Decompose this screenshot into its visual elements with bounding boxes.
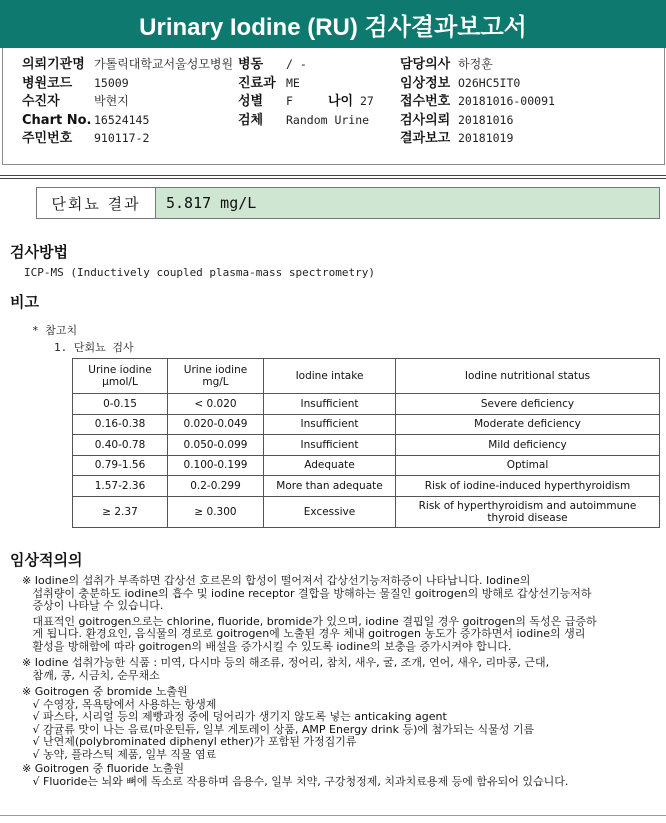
table-row <box>73 414 660 435</box>
field-value: O26HC5IT0 <box>458 75 521 90</box>
field-label: 병동 <box>238 57 264 72</box>
clinical-line: ※ Goitrogen 중 fluoride 노출원 <box>22 762 185 775</box>
table-row <box>73 394 660 415</box>
table-cell: Adequate <box>264 455 396 476</box>
field-value: 박현지 <box>94 94 129 108</box>
field-value: 15009 <box>94 75 129 90</box>
table-cell: Moderate deficiency <box>396 414 660 435</box>
bottom-divider <box>0 815 666 816</box>
table-cell: 0.16-0.38 <box>73 414 168 435</box>
field-value: / - <box>286 57 307 71</box>
clinical-line: √ 난연제(polybrominated diphenyl ether)가 포함된 가정집기류 <box>22 735 357 748</box>
table-cell: Excessive <box>264 496 396 527</box>
field-value: 20181019 <box>458 131 514 145</box>
field-label: 의뢰기관명 <box>22 57 85 72</box>
table-cell: Insufficient <box>264 394 396 415</box>
field-value: 하정훈 <box>458 57 493 71</box>
table-cell: Risk of hyperthyroidism and autoimmune thyroid disease <box>396 496 660 527</box>
table-row <box>73 455 660 476</box>
clinical-line: √ 파스타, 시리얼 등의 제빵과정 중에 덩어리가 생기지 않도록 넣는 anticaking agent <box>22 710 447 723</box>
table-cell: Insufficient <box>264 435 396 456</box>
table-cell: 0.100-0.199 <box>168 455 264 476</box>
field-label: 성별 <box>238 94 264 109</box>
field-label: Chart No. <box>22 112 92 128</box>
table-cell: ≥ 2.37 <box>73 496 168 527</box>
clinical-line: 참깨, 콩, 시금치, 순무채소 <box>22 668 160 682</box>
field-label: 검사의뢰 <box>400 112 451 128</box>
table-header-cell: Iodine nutritional status <box>396 359 660 394</box>
table-header-cell: Iodine intake <box>264 359 396 394</box>
table-cell: 0.40-0.78 <box>73 435 168 456</box>
result-value: 5.817 mg/L <box>156 188 659 218</box>
clinical-line: 증상이 나타날 수 있습니다. <box>22 599 164 612</box>
section-divider <box>0 175 666 179</box>
field-label: 나이 <box>328 94 354 109</box>
clinical-line: ※ Iodine 섭취가능한 식품 : 미역, 다시마 등의 해조류, 정어리, 참치, 새우, 굴, 조개, 연어, 새우, 리마콩, 근대, <box>22 656 550 669</box>
table-cell: Optimal <box>396 455 660 476</box>
table-cell: More than adequate <box>264 476 396 497</box>
field-label: 결과보고 <box>400 131 451 146</box>
remarks-heading: 비고 <box>10 293 39 311</box>
field-label: 접수번호 <box>400 94 451 109</box>
field-label: 병원코드 <box>22 75 73 91</box>
table-cell: 0.79-1.56 <box>73 455 168 476</box>
field-label: 임상정보 <box>400 75 451 91</box>
field-value: ME <box>286 75 300 90</box>
field-value: Random Urine <box>286 112 370 127</box>
table-row <box>73 435 660 456</box>
table-cell: 0.050-0.099 <box>168 435 264 456</box>
table-cell: Risk of iodine-induced hyperthyroidism <box>396 476 660 497</box>
clinical-line: 게 됩니다. 환경요인, 음식물의 경로로 goitrogen에 노출된 경우 체내 goitrogen 농도가 증가하면서 iodine의 생리 <box>22 627 586 640</box>
reference-subtitle: 1. 단회뇨 검사 <box>54 341 134 354</box>
field-label: 진료과 <box>238 75 276 91</box>
info-column-2 <box>238 57 374 131</box>
clinical-line: 대표적인 goitrogen으로는 chlorine, fluoride, bromide가 있으며, iodine 결핍일 경우 goitrogen의 독성은 급증하 <box>22 614 597 628</box>
reference-table <box>72 358 660 528</box>
info-column-3 <box>400 57 555 150</box>
clinical-line: ※ Iodine의 섭취가 부족하면 갑상선 호르몬의 합성이 떨어져서 갑상선기능저하증이 나타납니다. Iodine의 <box>22 574 531 587</box>
field-label: 담당의사 <box>400 57 451 72</box>
table-row <box>73 476 660 497</box>
table-row <box>73 496 660 527</box>
table-cell: Insufficient <box>264 414 396 435</box>
field-value: 20181016-00091 <box>458 94 555 108</box>
table-cell: 0.2-0.299 <box>168 476 264 497</box>
clinical-heading: 임상적의의 <box>10 551 83 569</box>
method-heading: 검사방법 <box>10 243 68 261</box>
field-value: F <box>286 94 293 108</box>
clinical-line: 섭취량이 충분하도 iodine의 흡수 및 iodine receptor 결합을 방해하는 물질인 goitrogen의 방해로 갑상선기능저하 <box>22 586 592 600</box>
method-text: ICP-MS (Inductively coupled plasma-mass spectrometry) <box>24 266 375 279</box>
table-header-cell: Urine iodine μmol/L <box>73 359 168 394</box>
field-value: 27 <box>360 94 374 108</box>
clinical-line: ※ Goitrogen 중 bromide 노출원 <box>22 685 188 698</box>
clinical-line: √ 농약, 플라스틱 제품, 일부 직물 염료 <box>22 747 217 761</box>
clinical-line: √ 감귤류 맛이 나는 음료(마운틴듀, 일부 게토레이 상품, AMP Energy drink 등)에 첨가되는 식물성 기름 <box>22 722 535 736</box>
table-cell: 0.020-0.049 <box>168 414 264 435</box>
field-label: 검체 <box>238 112 264 128</box>
report-title: Urinary Iodine (RU) 검사결과보고서 <box>0 0 666 48</box>
field-value: 20181016 <box>458 112 514 127</box>
field-label: 주민번호 <box>22 131 73 146</box>
result-label: 단회뇨 결과 <box>37 188 156 218</box>
field-value: 가톨릭대학교서울성모병원 <box>94 57 234 71</box>
reference-title: * 참고치 <box>32 324 78 337</box>
table-cell: 1.57-2.36 <box>73 476 168 497</box>
table-cell: ≥ 0.300 <box>168 496 264 527</box>
field-value: 910117-2 <box>94 131 150 145</box>
clinical-line: √ Fluoride는 뇌와 뼈에 독소로 작용하며 음용수, 일부 치약, 구강청정제, 치과치료용제 등에 함유되어 있습니다. <box>22 774 569 788</box>
clinical-text-block <box>22 575 662 788</box>
table-cell: Severe deficiency <box>396 394 660 415</box>
clinical-line: 활성을 방해함에 따라 goitrogen의 배설을 증가시킬 수 있도록 iodine의 보충을 증가시켜야 합니다. <box>22 639 512 653</box>
field-value: 16524145 <box>94 112 150 127</box>
table-cell: 0-0.15 <box>73 394 168 415</box>
table-cell: Mild deficiency <box>396 435 660 456</box>
result-box <box>36 187 660 219</box>
table-cell: < 0.020 <box>168 394 264 415</box>
info-column-1 <box>22 57 233 150</box>
field-label: 수진자 <box>22 94 60 109</box>
table-header-row <box>73 359 660 394</box>
table-header-cell: Urine iodine mg/L <box>168 359 264 394</box>
clinical-line: √ 수영장, 목욕탕에서 사용하는 항생제 <box>22 697 217 711</box>
